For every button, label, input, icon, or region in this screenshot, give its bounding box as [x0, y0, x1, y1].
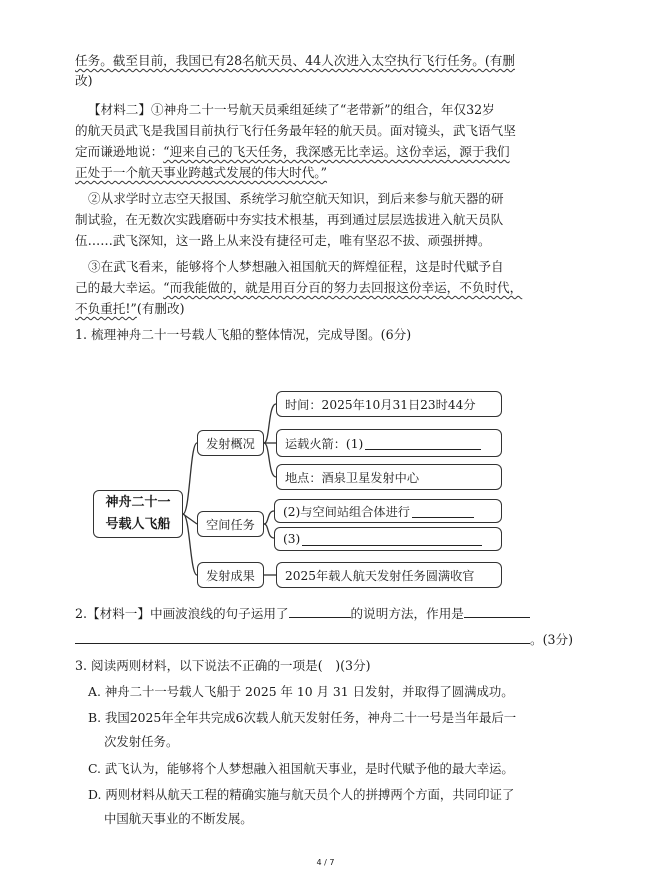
wavy-sentence: 任务。截至目前，我国已有28名航天员、44人次进入太空执行飞行任务。(有删: [75, 53, 515, 68]
option-d-cont: 中国航天事业的不断发展。: [104, 811, 253, 826]
option-b[interactable]: B. 我国2025年全年共完成6次载人航天发射任务，神舟二十一号是当年最后一: [88, 710, 517, 725]
leaf-rocket: 运载火箭：(1): [276, 429, 502, 457]
passage-line: 伍……武飞深知，这一路上从来没有捷径可走，唯有坚忍不拔、顽强拼搏。: [75, 233, 491, 248]
passage-line: 改): [75, 73, 93, 88]
branch-launch-result: 发射成果: [197, 562, 264, 588]
material-two-line: 【材料二】①神舟二十一号航天员乘组延续了“老带新”的组合，年仅32岁: [88, 102, 495, 117]
question-2-line-2: 。(3分): [75, 630, 573, 649]
answer-blank-3[interactable]: [302, 533, 482, 546]
branch-space-mission: 空间任务: [197, 511, 264, 537]
answer-blank-2[interactable]: [412, 505, 474, 518]
passage-line: 不负重托!”(有删改): [75, 301, 185, 316]
passage-line: 定而谦逊地说：“迎来自己的飞天任务，我深感无比幸运。这份幸运，源于我们: [75, 144, 510, 159]
leaf-result: 2025年载人航天发射任务圆满收官: [276, 562, 502, 588]
question-3-stem: 3. 阅读两则材料，以下说法不正确的一项是( )(3分): [75, 658, 371, 673]
answer-blank-1[interactable]: [365, 437, 481, 450]
leaf-launch-time: 时间：2025年10月31日23时44分: [276, 391, 502, 417]
mindmap-root: 神舟二十一 号载人飞船: [93, 490, 183, 538]
material-two-label: 【材料二】: [88, 102, 151, 117]
option-b-cont: 次发射任务。: [104, 734, 179, 749]
option-d[interactable]: D. 两则材料从航天工程的精确实施与航天员个人的拼搏两个方面，共同印证了: [88, 787, 515, 802]
leaf-mission-3: (3): [274, 527, 502, 551]
option-c[interactable]: C. 武飞认为，能够将个人梦想融入祖国航天事业，是时代赋予他的最大幸运。: [88, 761, 514, 776]
passage-line: ③在武飞看来，能够将个人梦想融入祖国航天的辉煌征程，这是时代赋予自: [88, 259, 504, 274]
question-2-stem: 2.【材料一】中画波浪线的句子运用了 的说明方法，作用是: [75, 604, 530, 623]
passage-line: ②从求学时立志空天报国、系统学习航空航天知识，到后来参与航天器的研: [88, 191, 504, 206]
answer-blank-method[interactable]: [289, 604, 351, 618]
wavy-sentence: “而我能做的，就是用百分百的努力去回报这份幸运，不负时代，: [163, 280, 523, 295]
wavy-sentence: 正处于一个航天事业跨越式发展的伟大时代。”: [75, 165, 328, 180]
page-number: 4 / 7: [316, 858, 335, 867]
passage-line: 制试验，在无数次实践磨砺中夯实技术根基，再到通过层层选拔进入航天员队: [75, 212, 504, 227]
answer-blank-effect[interactable]: [464, 604, 530, 618]
wavy-sentence: 不负重托!”: [75, 301, 137, 316]
passage-line: 的航天员武飞是我国目前执行飞行任务最年轻的航天员。面对镜头，武飞语气坚: [75, 123, 516, 138]
leaf-mission-2: (2)与空间站组合体进行: [274, 499, 502, 523]
leaf-launch-site: 地点：酒泉卫星发射中心: [276, 464, 502, 490]
question-1-stem: 1. 梳理神舟二十一号载人飞船的整体情况，完成导图。(6分): [75, 327, 412, 342]
wavy-sentence: “迎来自己的飞天任务，我深感无比幸运。这份幸运，源于我们: [163, 144, 510, 159]
branch-launch-overview: 发射概况: [197, 430, 264, 456]
option-a[interactable]: A. 神舟二十一号载人飞船于 2025 年 10 月 31 日发射，并取得了圆满成功。: [88, 684, 514, 699]
passage-line: 己的最大幸运。“而我能做的，就是用百分百的努力去回报这份幸运，不负时代，: [75, 280, 523, 295]
answer-blank-effect-cont[interactable]: [75, 630, 530, 644]
